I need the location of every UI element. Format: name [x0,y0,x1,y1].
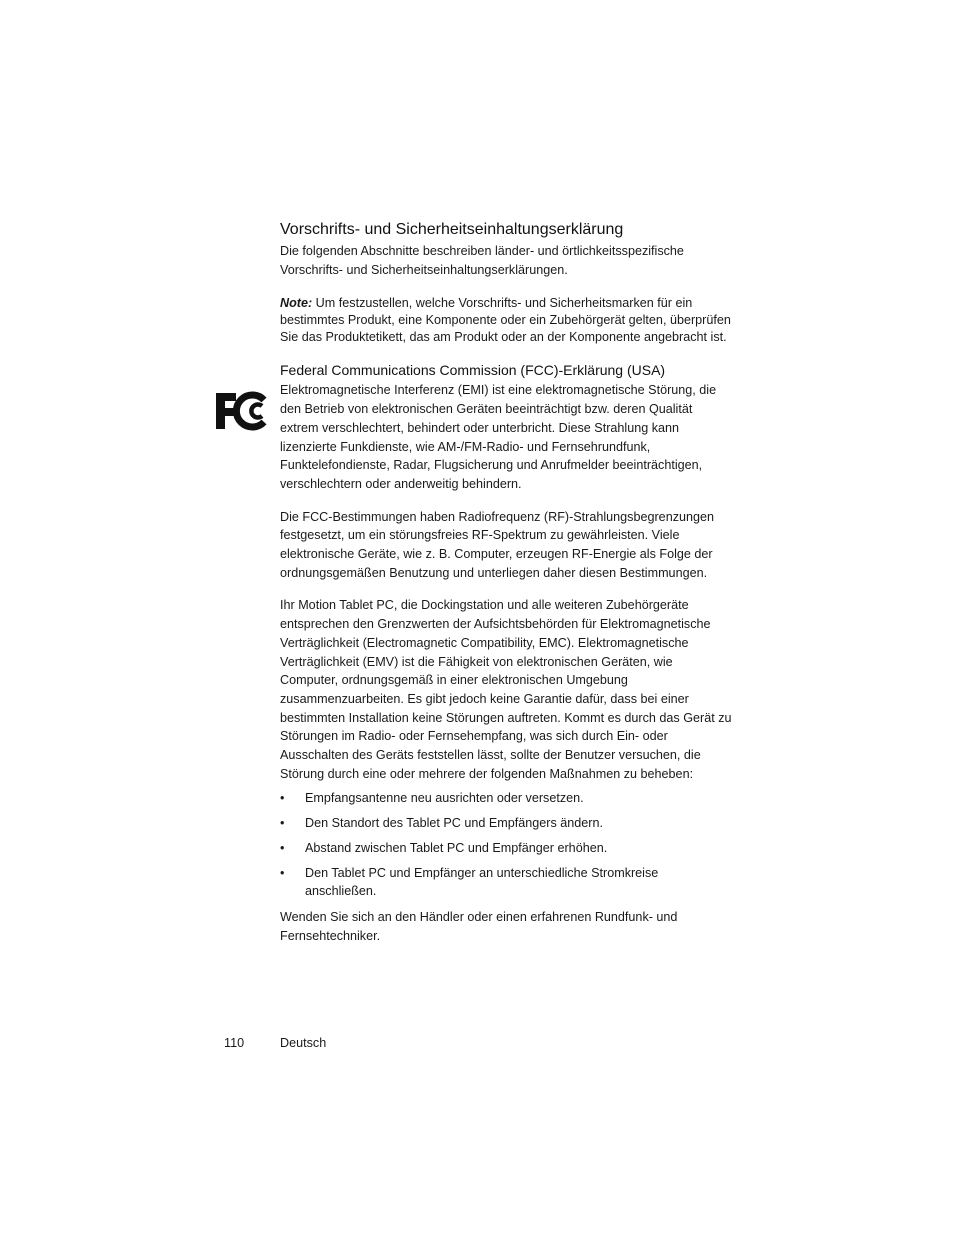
page-content [280,219,732,946]
note-label: Note: [280,296,313,311]
list-item-text: Den Tablet PC und Empfänger an unterschiedliche Stromkreise anschließen. [305,866,659,899]
page-number: 110 [224,1036,245,1050]
footer-language: Deutsch [280,1036,327,1050]
bullet-icon: • [280,866,285,881]
section-title: Vorschrifts- und Sicherheitseinhaltungserklärung [280,221,624,238]
note-text: Um festzustellen, welche Vorschrifts- und Sicherheitsmarken für ein bestimmtes Produkt, eine Komponente oder ein Zubehörgerät gelten, überprüfen Sie das Produktetikett, das am Produkt oder an der Komponente angebracht ist. [280,296,731,345]
list-item [280,864,732,900]
fcc-paragraph-2: Die FCC-Bestimmungen haben Radiofrequenz (RF)-Strahlungsbegrenzungen festgesetzt, um ein störungsfreies RF-Spektrum zu gewährleisten. Viele elektronische Geräte, wie z. B. Computer, erzeugen RF-Energie als Folge der ordnungsgemäßen Benutzung und unterliegen daher diesen Bestimmungen. [280,509,715,580]
fcc-heading: Federal Communications Commission (FCC)-Erklärung (USA) [280,362,666,379]
list-item-text: Empfangsantenne neu ausrichten oder versetzen. [305,791,584,806]
note-paragraph [280,295,732,346]
bullet-icon: • [280,791,285,806]
list-item [280,814,732,832]
list-item-text: Abstand zwischen Tablet PC und Empfänger erhöhen. [305,841,608,856]
remedy-list [280,789,732,900]
list-item [280,839,732,857]
section-intro: Die folgenden Abschnitte beschreiben länder- und örtlichkeitsspezifische Vorschrifts- und Sicherheitseinhaltungserklärungen. [280,244,684,277]
fcc-logo-icon [214,389,274,433]
list-item [280,789,732,807]
fcc-section [280,361,732,945]
fcc-paragraph-3: Ihr Motion Tablet PC, die Dockingstation und alle weiteren Zubehörgeräte entsprechen den Grenzwerten der Aufsichtsbehörden für Elektromagnetische Verträglichkeit (Electromagnetic Compatibility, EMC). Elektromagnetische Verträglichkeit (EMV) ist die Fähigkeit von elektronischen Geräten, wie Computer, ordnungsgemäß in einer elektronischen Umgebung zusammenzuarbeiten. Es gibt jedoch keine Garantie dafür, dass bei einer bestimmten Installation keine Störungen auftreten. Kommt es durch das Gerät zu Störungen im Radio- oder Fernsehempfang, was sich durch Ein- oder Ausschalten des Geräts feststellen lässt, sollte der Benutzer versuchen, die Störung durch eine oder mehrere der folgenden Maßnahmen zu beheben: [280,598,732,781]
bullet-icon: • [280,841,285,856]
fcc-closing: Wenden Sie sich an den Händler oder einen erfahrenen Rundfunk- und Fernsehtechniker. [280,910,678,944]
list-item-text: Den Standort des Tablet PC und Empfängers ändern. [305,816,604,831]
fcc-paragraph-1: Elektromagnetische Interferenz (EMI) ist eine elektromagnetische Störung, die den Betrieb von elektronischen Geräten beeinträchtigt bzw. deren Qualität extrem verschlechtert, behindert oder unterbricht. Diese Strahlung kann lizenzierte Funkdienste, wie AM-/FM-Radio- und Fernsehrundfunk, Funktelefondienste, Radar, Flugsicherung und Anrufmelder beeinträchtigen, verschlechtern oder anderweitig behindern. [280,383,717,491]
bullet-icon: • [280,816,285,831]
